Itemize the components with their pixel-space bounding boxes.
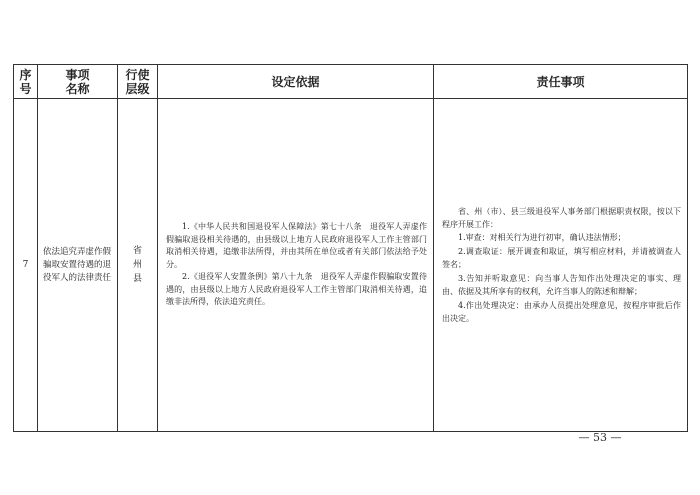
responsibility-items <box>434 99 688 432</box>
responsibility-step: 2.调查取证：展开调查和取证，填写相应材料，并请被调查人签名； <box>442 246 681 270</box>
responsibility-step: 1.审查：对相关行为进行初审，确认违法情形； <box>458 233 626 243</box>
responsibility-step: 3.告知并听取意见：向当事人告知作出处理决定的事实、理由、依据及其所享有的权利，允许当事人的陈述和辩解； <box>442 273 681 297</box>
basis-clause: 2.《退役军人安置条例》第八十九条 退役军人弄虚作假骗取安置待遇的，由县级以上地方人民政府退役军人工作主管部门取消相关待遇，追缴非法所得，依法追究责任。 <box>166 272 427 307</box>
table-header-row <box>14 65 688 99</box>
responsibility-intro: 省、州（市）、县三级退役军人事务部门根据职责权限，按以下程序开展工作： <box>442 206 681 230</box>
execution-level: 省 州 县 <box>118 99 158 432</box>
basis-clause: 1.《中华人民共和国退役军人保障法》第七十八条 退役军人弄虚作假骗取退役相关待遇的，由县级以上地方人民政府退役军人工作主管部门取消相关待遇，追缴非法所得，并由其所在单位或者有关部门依法给予处分。 <box>166 222 427 269</box>
legal-basis <box>158 99 434 432</box>
item-name: 依法追究弄虚作假骗取安置待遇的退役军人的法律责任 <box>38 99 118 432</box>
responsibility-table <box>13 64 688 432</box>
header-level: 行使 层级 <box>118 65 158 99</box>
header-basis: 设定依据 <box>158 65 434 99</box>
page-number: — 53 — <box>578 431 622 444</box>
table-row <box>14 99 688 432</box>
header-item-name: 事项 名称 <box>38 65 118 99</box>
header-responsibility: 责任事项 <box>434 65 688 99</box>
responsibility-step: 4.作出处理决定：由承办人员提出处理意见，按程序审批后作出决定。 <box>442 300 681 323</box>
row-number: 7 <box>14 99 38 432</box>
header-no: 序 号 <box>14 65 38 99</box>
